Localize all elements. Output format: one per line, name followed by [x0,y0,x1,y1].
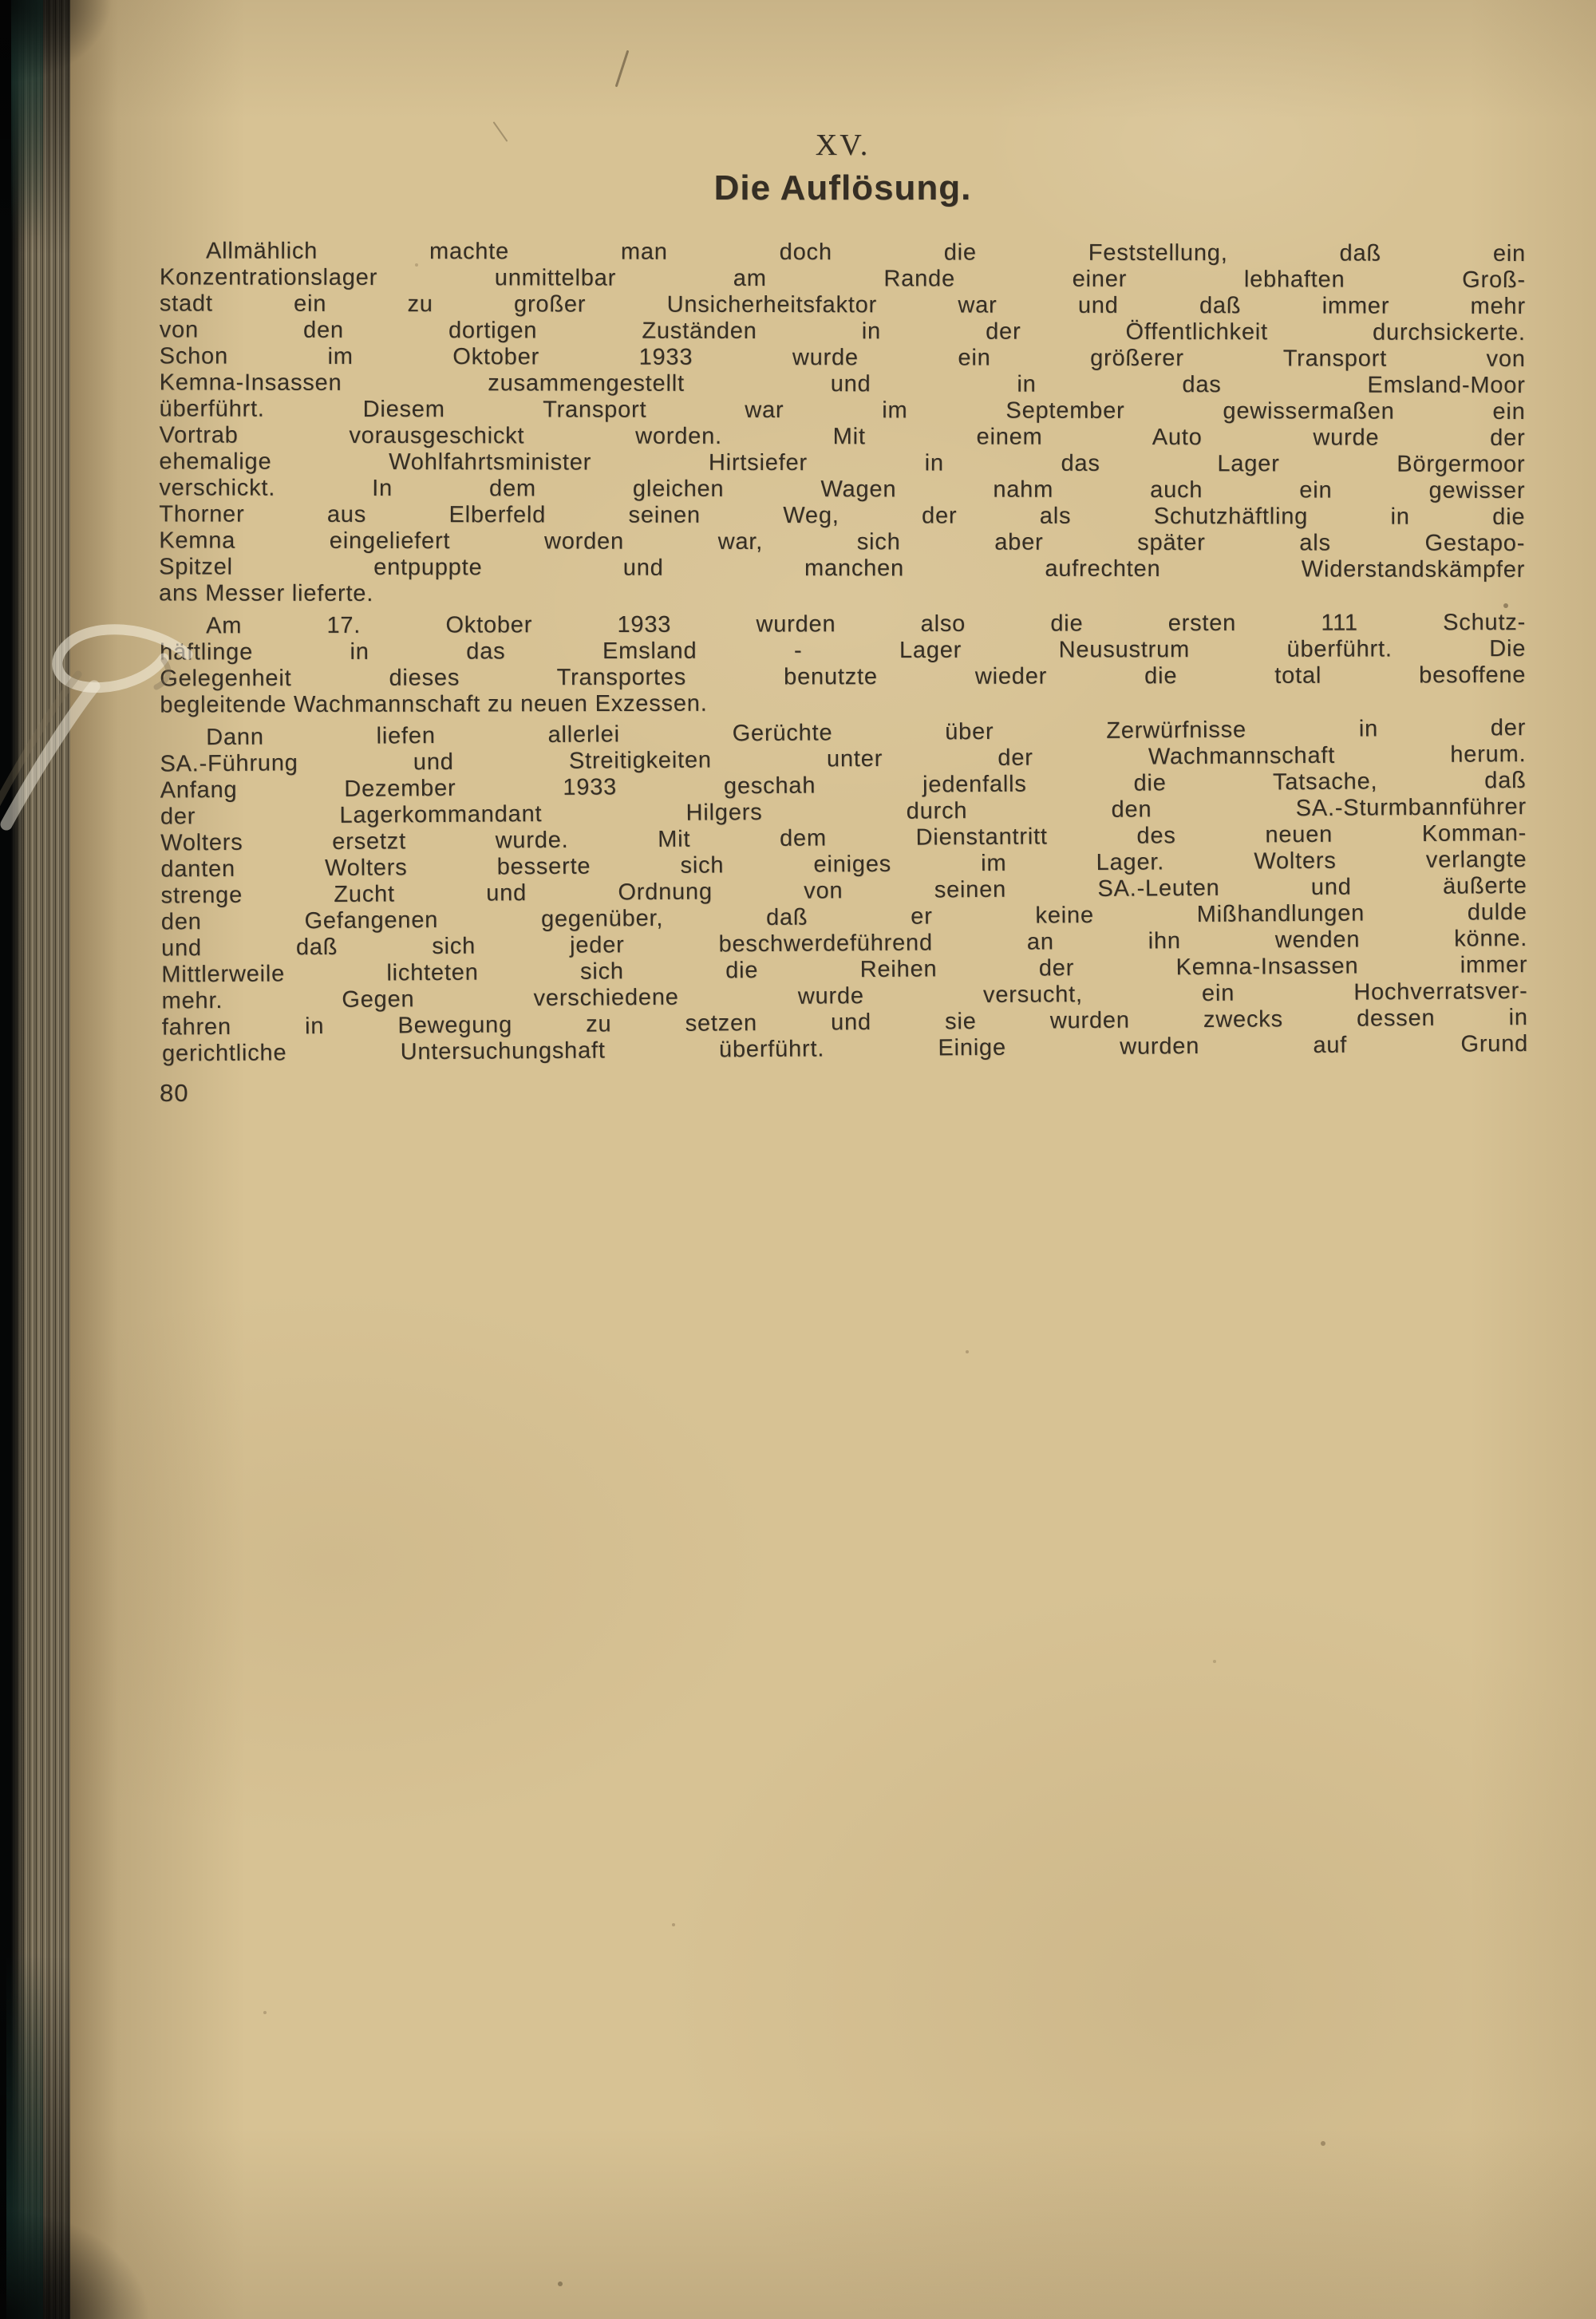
text-line: Vortrab vorausgeschickt worden. Mit einem Auto wurde der [159,422,1526,451]
text-line: gerichtliche Untersuchungshaft überführt. Einige wurden auf Grund [161,1030,1529,1067]
text-line: Wolters ersetzt wurde. Mit dem Dienstantritt des neuen Komman- [160,820,1527,856]
text-line: Am 17. Oktober 1933 wurden also die ersten 111 Schutz- [206,610,1527,639]
text-line: mehr. Gegen verschiedene wurde versucht, ein Hochverratsver- [161,978,1528,1014]
paragraph [160,610,1526,718]
text-line: stadt ein zu großer Unsicherheitsfaktor war und daß immer mehr [159,290,1526,319]
text-line: Schon im Oktober 1933 wurde ein größerer Transport von [159,343,1526,372]
text-line: der Lagerkommandant Hilgers durch den SA.-Sturmbannführer [160,793,1527,830]
body-text [159,238,1529,1067]
text-line: Anfang Dezember 1933 geschah jedenfalls die Tatsache, daß [160,767,1527,804]
text-line: und daß sich jeder beschwerdeführend an ihn wenden könne. [160,925,1528,962]
page-number: 80 [160,1079,189,1107]
text-line: Dann liefen allerlei Gerüchte über Zerwürfnisse in der [206,715,1527,751]
text-line: häftlinge in das Emsland - Lager Neusustrum überführt. Die [160,635,1527,666]
text-line: Kemna-Insassen zusammengestellt und in das Emsland-Moor [159,369,1526,398]
text-line: von den dortigen Zuständen in der Öffentlichkeit durchsickerte. [159,317,1526,346]
text-line: Thorner aus Elberfeld seinen Weg, der als Schutzhäftling in die [159,501,1526,530]
text-line: Gelegenheit dieses Transportes benutzte wieder die total besoffene [160,662,1527,692]
text-line: fahren in Bewegung zu setzen und sie wurden zwecks dessen in [161,1004,1528,1041]
chapter-title: Die Auflösung. [713,168,972,207]
text-line: verschickt. In dem gleichen Wagen nahm auch ein gewisser [159,475,1526,504]
text-line: Mittlerweile lichteten sich die Reihen der Kemna-Insassen immer [161,951,1528,988]
text-line: Kemna eingeliefert worden war, sich aber später als Gestapo- [159,527,1526,556]
text-line: Konzentrationslager unmittelbar am Rande einer lebhaften Groß- [159,264,1526,293]
text-line: ans Messer lieferte. [159,580,374,606]
text-line: Allmählich machte man doch die Feststellung, daß ein [205,238,1526,267]
text-line: Spitzel entpuppte und manchen aufrechten Widerstandskämpfer [159,554,1526,583]
text-line: begleitende Wachmannschaft zu neuen Exzessen. [160,690,708,718]
text-line: ehemalige Wohlfahrtsminister Hirtsiefer in das Lager Börgermoor [159,448,1526,477]
paragraph [159,238,1526,610]
paragraph [160,715,1528,1068]
text-line: danten Wolters besserte sich einiges im Lager. Wolters verlangte [160,846,1527,883]
chapter-number: XV. [815,128,871,162]
corner-shadow [0,2167,207,2319]
paper [70,0,1596,2319]
text-line: den Gefangenen gegenüber, daß er keine Mißhandlungen dulde [160,899,1527,935]
text-line: überführt. Diesem Transport war im September gewissermaßen ein [159,396,1526,425]
page-content [159,128,1529,1067]
text-line: SA.-Führung und Streitigkeiten unter der Wachmannschaft herum. [160,741,1527,777]
corner-shadow [0,0,160,120]
text-line: strenge Zucht und Ordnung von seinen SA.-Leuten und äußerte [160,872,1527,909]
